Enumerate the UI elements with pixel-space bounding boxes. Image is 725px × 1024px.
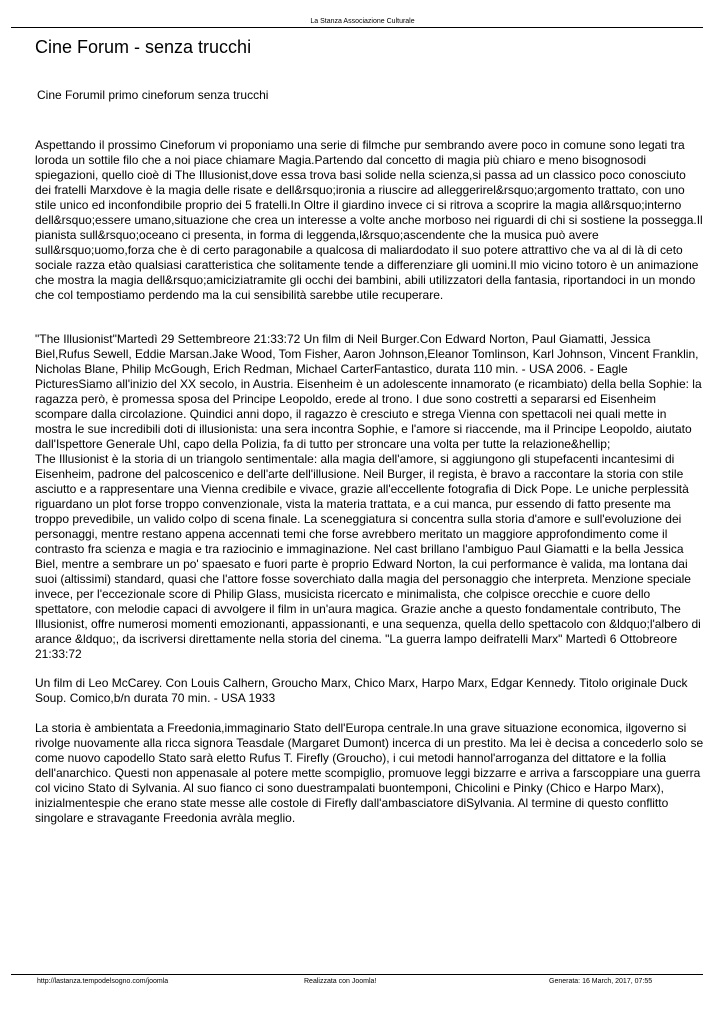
article-body <box>35 138 705 826</box>
header-divider <box>11 27 703 28</box>
footer-generated-date: Generata: 16 March, 2017, 07:55 <box>549 978 653 985</box>
article-paragraph-duck-soup-plot: La storia è ambientata a Freedonia,immaginario Stato dell'Europa centrale.In una grave situazione economica, ilgoverno si rivolge nuovamente alla ricca signora Teasdale (Margaret Dumont) incerca di un prestito. Ma lei è decisa a concederlo solo se come nuovo capodello Stato sarà eletto Rufus T. Firefly (Groucho), i cui metodi hannol'arroganza del dittatore e la follia dell'anarchico. Questi non appenasale al potere mette scompiglio, promuove leggi bizzarre e arriva a farscoppiare una guerra col vicino Stato di Sylvania. Al suo fianco ci sono duestrampalati buontemponi, Chicolini e Pinky (Chico e Harpo Marx), inizialmentespie che erano state messe alle costole di Firefly dall'ambasciatore diSylvania. Al termine di questo conflitto singolare e stravagante Freedonia avràla meglio. <box>35 721 704 825</box>
footer-powered-by: Realizzata con Joomla! <box>304 978 377 985</box>
header-site-name: La Stanza Associazione Culturale <box>310 18 415 25</box>
article-subtitle: Cine Forumil primo cineforum senza trucchi <box>37 88 269 102</box>
article-paragraph-intro: Aspettando il prossimo Cineforum vi proponiamo una serie di filmche pur sembrando avere poco in comune sono legati tra loroda un sottile filo che a noi piace chiamare Magia.Partendo dal concetto di magia più chiaro e meno bisognosodi spiegazioni, quello cioè di The Illusionist,dove essa trova basi solide nella scienza,si passa ad un classico poco conosciuto dei fratelli Marxdove è la magia delle risate e dell&rsquo;ironia a riuscire ad alleggerirel&rsquo;argomento trattato, con uno stile unico ed inconfondibile proprio dei 5 fratelli.In Oltre il giardino invece ci si ritrova a scoprire la magia all&rsquo;interno dell&rsquo;essere umano,situazione che crea un interesse a volte anche morboso nei riguardi di chi si sostiene la possegga.Il pianista sull&rsquo;oceano ci presenta, in forma di leggenda,l&rsquo;ascendente che la musica può avere sull&rsquo;uomo,forza che è di certo paragonabile a qualcosa di maliardodato il suo potere attrattivo che va al di là di ceto sociale razza etào qualsiasi caratteristica che solitamente tende a differenziare gli uomini.Il mio vicino totoro è un animazione che mostra la magia dell&rsquo;amiciziatramite gli occhi dei bambini, abili utilizzatori della fantasia, riportandoci in un mondo che col tempostiamo perdendo ma la cui sensibilità sarebbe utile recuperare. <box>35 138 703 302</box>
footer-divider <box>11 974 703 975</box>
article-paragraph-illusionist: "The Illusionist"Martedì 29 Settembreore 21:33:72 Un film di Neil Burger.Con Edward Norton, Paul Giamatti, Jessica Biel,Rufus Sewell, Eddie Marsan.Jake Wood, Tom Fisher, Aaron Johnson,Eleanor Tomlinson, Karl Johnson, Vincent Franklin, Nicholas Blane, Philip McGough, Erich Redman, Michael CarterFantastico, durata 110 min. - USA 2006. - Eagle PicturesSiamo all'inizio del XX secolo, in Austria. Eisenheim è un adolescente innamorato (e ricambiato) della bella Sophie: la ragazza però, è promessa sposa del Principe Leopoldo, erede al trono. I due sono costretti a separarsi ed Eisenheim scompare dalla circolazione. Quindici anni dopo, il ragazzo è cresciuto e strega Vienna con spettacoli nei quali mette in mostra le sue incredibili doti di illusionista: una sera incontra Sophie, e l'amore si riaccende, ma il Principe Leopoldo, aiutato dall'Ispettore Generale Uhl, capo della Polizia, fa di tutto per stroncare una volta per tutte la relazione&hellip; The Illusionist è la storia di un triangolo sentimentale: alla magia dell'amore, si aggiungono gli stupefacenti incantesimi di Eisenheim, padrone del palcoscenico e dell'arte dell'illusione. Neil Burger, il regista, è bravo a raccontare la storia con stile asciutto e a rappresentare una Vienna credibile e vivace, grazie all'eccellente fotografia di Dick Pope. Le uniche perplessità riguardano un plot forse troppo convenzionale, vista la materia trattata, e a cui manca, pur essendo di fatto presente ma troppo prevedibile, un valido colpo di scena finale. La sceneggiatura si concentra sulla storia d'amore e sull'evoluzione dei personaggi, mentre restano appena accennati temi che forse avrebbero meritato un maggiore approfondimento come il contrasto fra scienza e magia e tra raziocinio e immaginazione. Nel cast brillano l'ambiguo Paul Giamatti e la bella Jessica Biel, mentre a sembrare un po' spaesato e fuori parte è proprio Edward Norton, la cui performance è valida, ma lontana dai suoi (altissimi) standard, quasi che l'attore fosse soverchiato dalla magia del personaggio che interpreta. Menzione speciale invece, per l'eccezionale score di Philip Glass, musicista ricercato e minimalista, che colpisce orecchie e cuore dello spettatore, con melodie capaci di avvolgere il film in un'aura magica. Grazie anche a questo fondamentale contributo, The Illusionist, offre numerosi momenti emozionanti, appassionanti, e una sequenza, quella dello spettacolo con &ldquo;l'albero di arance &ldquo;, da iscriversi direttamente nella storia del cinema. "La guerra lampo deifratelli Marx" Martedì 6 Ottobreore 21:33:72 <box>35 332 702 661</box>
footer-url: http://lastanza.tempodelsogno.com/joomla <box>37 978 169 985</box>
footer <box>37 977 687 987</box>
page-title: Cine Forum - senza trucchi <box>35 37 252 57</box>
article-paragraph-duck-soup-credits: Un film di Leo McCarey. Con Louis Calhern, Groucho Marx, Chico Marx, Harpo Marx, Edgar Kennedy. Titolo originale Duck Soup. Comico,b/n durata 70 min. - USA 1933 <box>35 676 688 705</box>
